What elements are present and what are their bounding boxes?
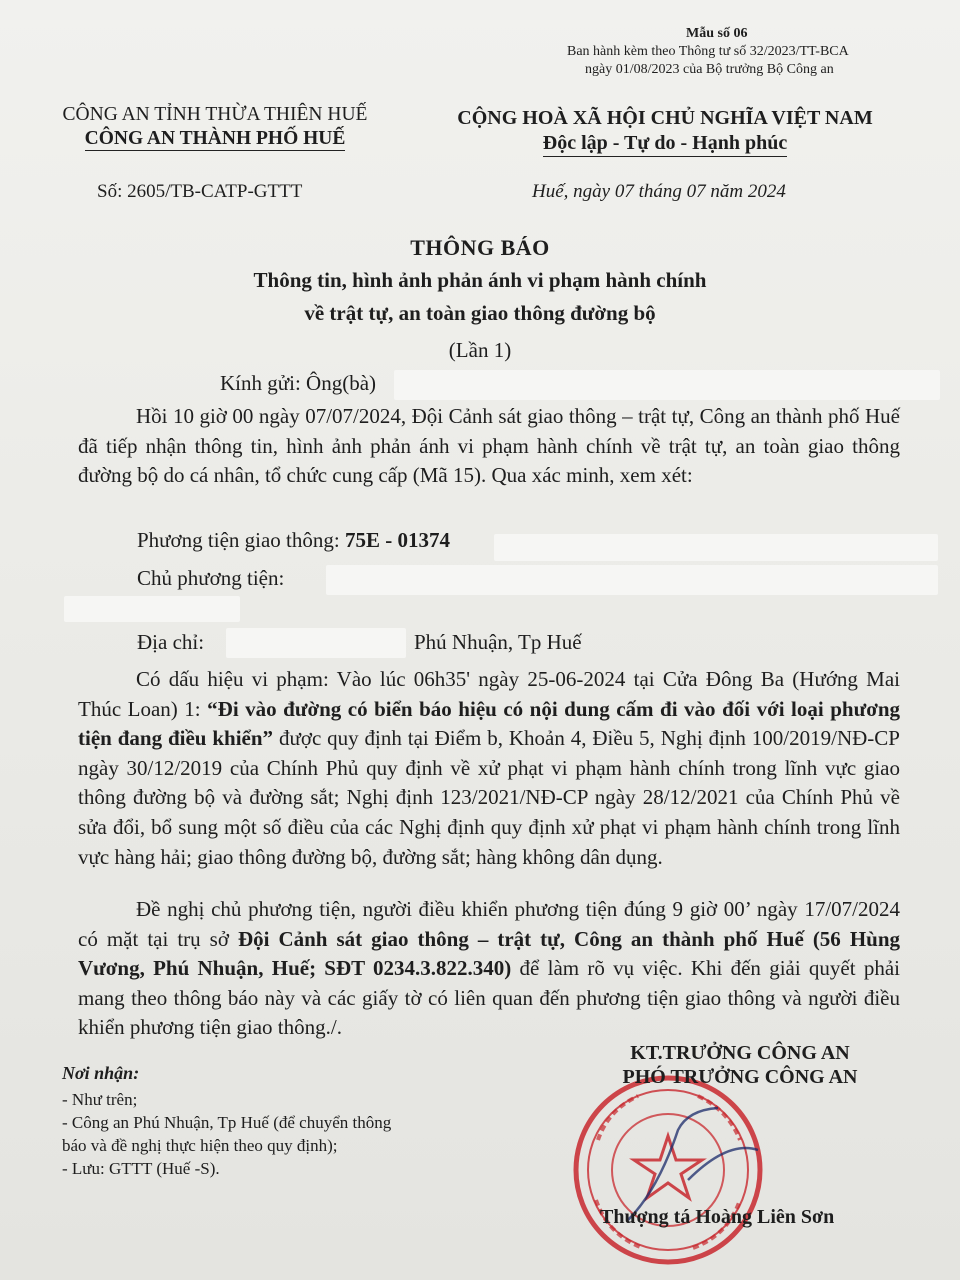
recipient-label: Kính gửi: Ông(bà) xyxy=(220,371,377,395)
receiver-item: - Lưu: GTTT (Huế -S). xyxy=(62,1159,220,1178)
owner-label: Chủ phương tiện: xyxy=(137,566,285,590)
receiver-item: - Như trên; xyxy=(62,1090,138,1109)
document-subtitle-1: Thông tin, hình ảnh phản ánh vi phạm hành chính xyxy=(253,268,707,292)
form-number: Mẫu số 06 xyxy=(686,26,748,41)
document-title: THÔNG BÁO xyxy=(410,235,550,260)
redacted-owner xyxy=(326,565,938,595)
form-issued-line2: ngày 01/08/2023 của Bộ trưởng Bộ Công an xyxy=(585,62,834,77)
address-value: Phú Nhuận, Tp Huế xyxy=(414,630,582,654)
redacted-address xyxy=(226,628,406,658)
document-subtitle-2: về trật tự, an toàn giao thông đường bộ xyxy=(304,301,656,325)
paragraph-violation: Có dấu hiệu vi phạm: Vào lúc 06h35' ngày 25-06-2024 tại Cửa Đông Ba (Hướng Mai Thúc Loan) 1: “Đi vào đường có biển báo hiệu có nội dung cấm đi vào đối với loại phương tiện đang điều khiển” được quy định tại Điểm b, Khoản 4, Điều 5, Nghị định 100/2019/NĐ-CP ngày 30/12/2019 của Chính Phủ quy định về xử phạt vi phạm hành chính trong lĩnh vực giao thông đường bộ và đường sắt; Nghị định 123/2021/NĐ-CP ngày 28/12/2021 của Chính Phủ về sửa đổi, bổ sung một số điều của các Nghị định quy định xử phạt vi phạm hành chính trong lĩnh vực hàng hải; giao thông đường bộ, đường sắt; hàng không dân dụng. xyxy=(78,667,901,869)
vehicle-line: Phương tiện giao thông: 75E - 01374 xyxy=(137,528,450,552)
redacted-recipient xyxy=(394,370,940,400)
issuer-line2: CÔNG AN THÀNH PHỐ HUẾ xyxy=(84,128,346,149)
redacted-owner-continued xyxy=(64,596,240,622)
signature-title-1: KT.TRƯỞNG CÔNG AN xyxy=(630,1042,850,1064)
address-label: Địa chỉ: xyxy=(137,630,205,654)
receiver-item: báo và đề nghị thực hiện theo quy định); xyxy=(62,1136,338,1155)
official-seal-icon xyxy=(568,1070,768,1270)
notice-round: (Lần 1) xyxy=(448,338,512,362)
redacted-vehicle-detail xyxy=(494,534,938,561)
form-issued-line1: Ban hành kèm theo Thông tư số 32/2023/TT-BCA xyxy=(567,44,849,59)
national-motto: Độc lập - Tự do - Hạnh phúc xyxy=(430,132,900,155)
paragraph-intro: Hồi 10 giờ 00 ngày 07/07/2024, Đội Cảnh sát giao thông – trật tự, Công an thành phố Huế đã tiếp nhận thông tin, hình ảnh phản ánh vi phạm hành chính về trật tự, an toàn giao thông đường bộ do cá nhân, tổ chức cung cấp (Mã 15). Qua xác minh, xem xét: xyxy=(78,404,900,488)
signer-name: Thượng tá Hoàng Liên Sơn xyxy=(600,1206,835,1228)
receiver-item: - Công an Phú Nhuận, Tp Huế (để chuyển thông xyxy=(62,1113,392,1132)
issuer-line1: CÔNG AN TỈNH THỪA THIÊN HUẾ xyxy=(62,104,368,125)
receivers-title: Nơi nhận: xyxy=(62,1063,140,1083)
paragraph-request: Đề nghị chủ phương tiện, người điều khiển phương tiện đúng 9 giờ 00’ ngày 17/07/2024 có mặt tại trụ sở Đội Cảnh sát giao thông – trật tự, Công an thành phố Huế (56 Hùng Vương, Phú Nhuận, Huế; SĐT 0234.3.822.340) để làm rõ vụ việc. Khi đến giải quyết phải mang theo thông báo này và các giấy tờ có liên quan đến phương tiện giao thông và người điều khiển phương tiện giao thông./. xyxy=(78,897,901,1040)
document-number: Số: 2605/TB-CATP-GTTT xyxy=(97,181,303,202)
national-title: CỘNG HOÀ XÃ HỘI CHỦ NGHĨA VIỆT NAM xyxy=(457,107,873,129)
place-date: Huế, ngày 07 tháng 07 năm 2024 xyxy=(532,181,786,202)
signature-title-2: PHÓ TRƯỞNG CÔNG AN xyxy=(622,1066,858,1088)
